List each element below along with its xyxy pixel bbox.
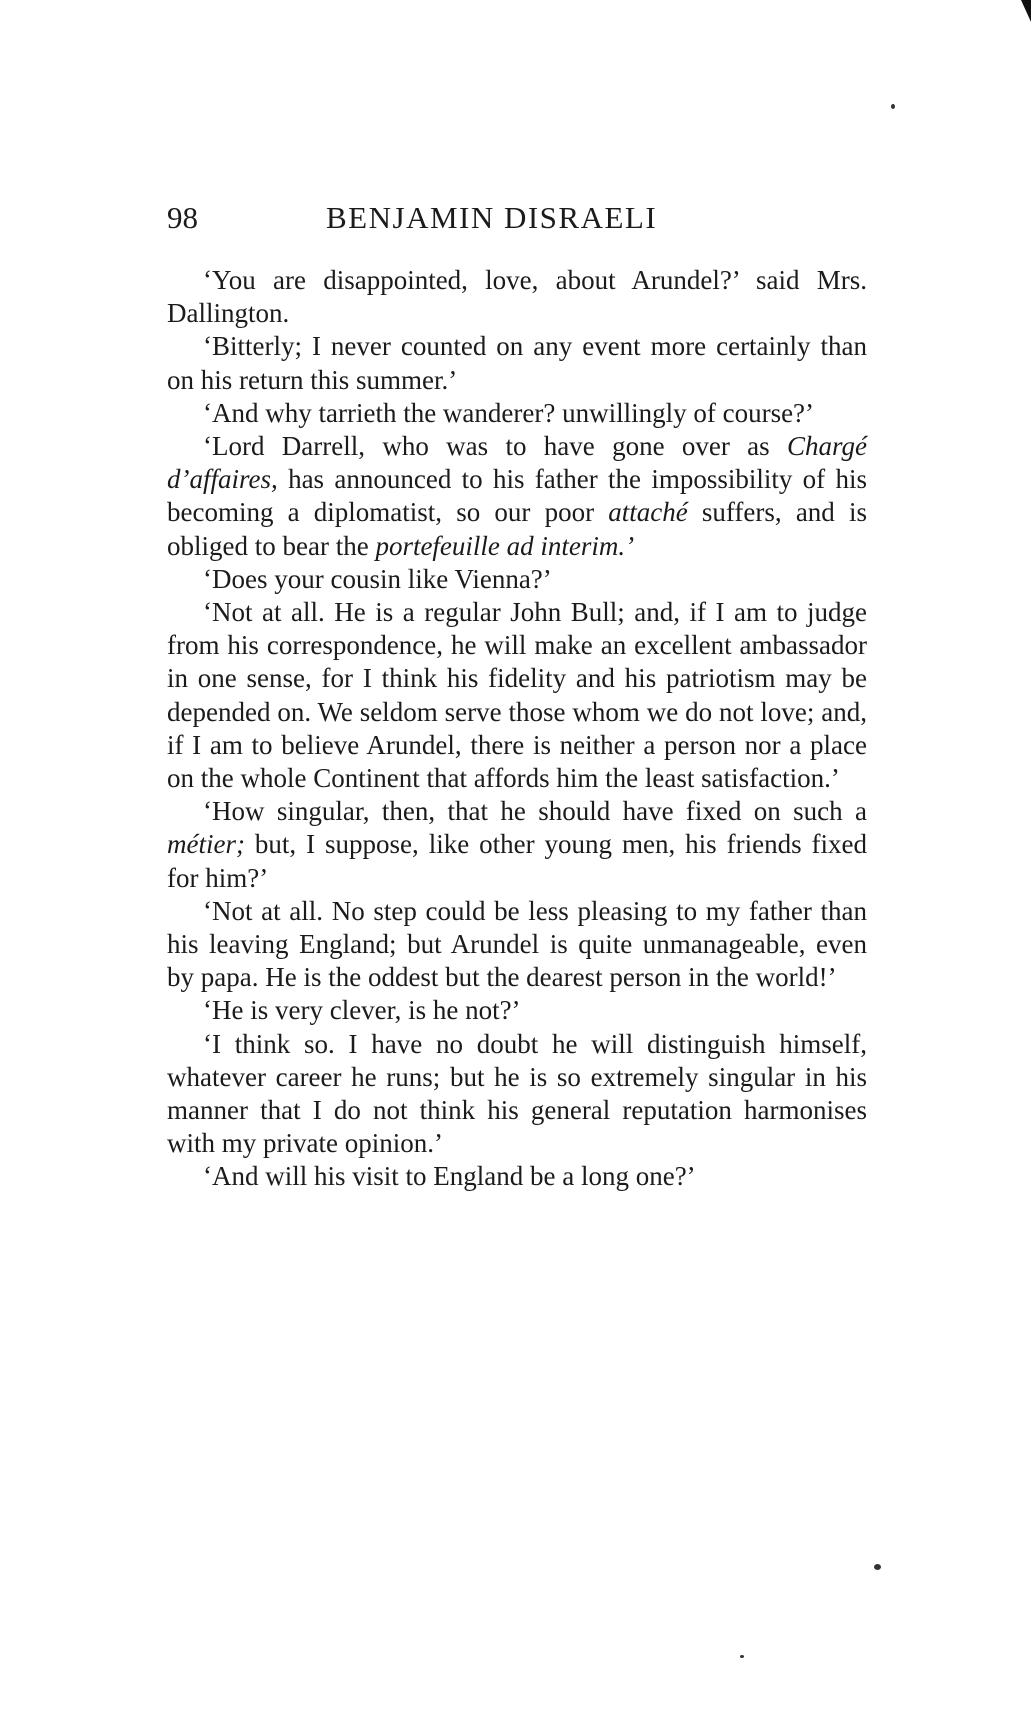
paragraph-text: has announced to his father the impossibility of his becoming a diplomatist, so our poor bbox=[167, 464, 867, 528]
ink-speck bbox=[740, 1655, 744, 1658]
ink-speck bbox=[874, 1564, 881, 1570]
italic-text: portefeuille ad interim.’ bbox=[375, 530, 635, 561]
paragraph-text: ‘You are disappointed, love, about Arundel?’ said Mrs. Dallington. bbox=[167, 265, 867, 329]
paragraph-text: ‘And will his visit to England be a long one?’ bbox=[203, 1161, 696, 1192]
paragraph bbox=[167, 397, 867, 430]
paragraph bbox=[167, 994, 867, 1027]
paragraph bbox=[167, 330, 867, 396]
paragraph-text: but, I suppose, like other young men, his friends fixed for him?’ bbox=[167, 829, 867, 893]
paragraph bbox=[167, 1160, 867, 1193]
italic-text: métier; bbox=[167, 829, 245, 860]
italic-text: attaché bbox=[608, 497, 688, 528]
paragraph-text: ‘Not at all. He is a regular John Bull; and, if I am to judge from his correspondence, he will make an excellent ambassador in one sense, for I think his fidelity and his patriotism may be depended on. We seldom serve those whom we do not love; and, if I am to believe Arundel, there is neither a person nor a place on the whole Continent that affords him the least satisfaction.’ bbox=[167, 597, 867, 794]
paragraph bbox=[167, 1028, 867, 1161]
page-number: 98 bbox=[167, 200, 198, 235]
paragraph-text: ‘Bitterly; I never counted on any event more certainly than on his return this summer.’ bbox=[167, 331, 867, 395]
paragraph-text: ‘Not at all. No step could be less pleasing to my father than his leaving England; but Arundel is quite unmanageable, even by papa. He is the oddest but the dearest person in the world!’ bbox=[167, 895, 867, 993]
paragraph-text: ‘He is very clever, is he not?’ bbox=[203, 995, 521, 1026]
page-header bbox=[167, 200, 867, 244]
running-title: BENJAMIN DISRAELI bbox=[326, 200, 658, 235]
paragraph-text: suffers, and is obliged to bear the bbox=[167, 497, 867, 561]
paragraph-text: ‘Does your cousin like Vienna?’ bbox=[203, 563, 552, 594]
ink-speck bbox=[891, 104, 895, 109]
paragraph-text: ‘Lord Darrell, who was to have gone over as bbox=[203, 431, 787, 462]
corner-ink-mark bbox=[1021, 0, 1031, 22]
paragraph bbox=[167, 596, 867, 795]
paragraph bbox=[167, 264, 867, 330]
paragraph bbox=[167, 430, 867, 563]
paragraph-text: ‘I think so. I have no doubt he will distinguish himself, whatever career he runs; but he is so extremely singular in his manner that I do not think his general reputation harmonises with my private opinion.’ bbox=[167, 1028, 867, 1159]
italic-text: Chargé d’affaires, bbox=[167, 431, 867, 495]
paragraph bbox=[167, 895, 867, 995]
paragraph bbox=[167, 563, 867, 596]
paragraph bbox=[167, 795, 867, 895]
paragraph-text: ‘How singular, then, that he should have fixed on such a bbox=[203, 796, 867, 827]
body-text bbox=[167, 264, 867, 1194]
paragraph-text: ‘And why tarrieth the wanderer? unwillingly of course?’ bbox=[203, 397, 815, 428]
